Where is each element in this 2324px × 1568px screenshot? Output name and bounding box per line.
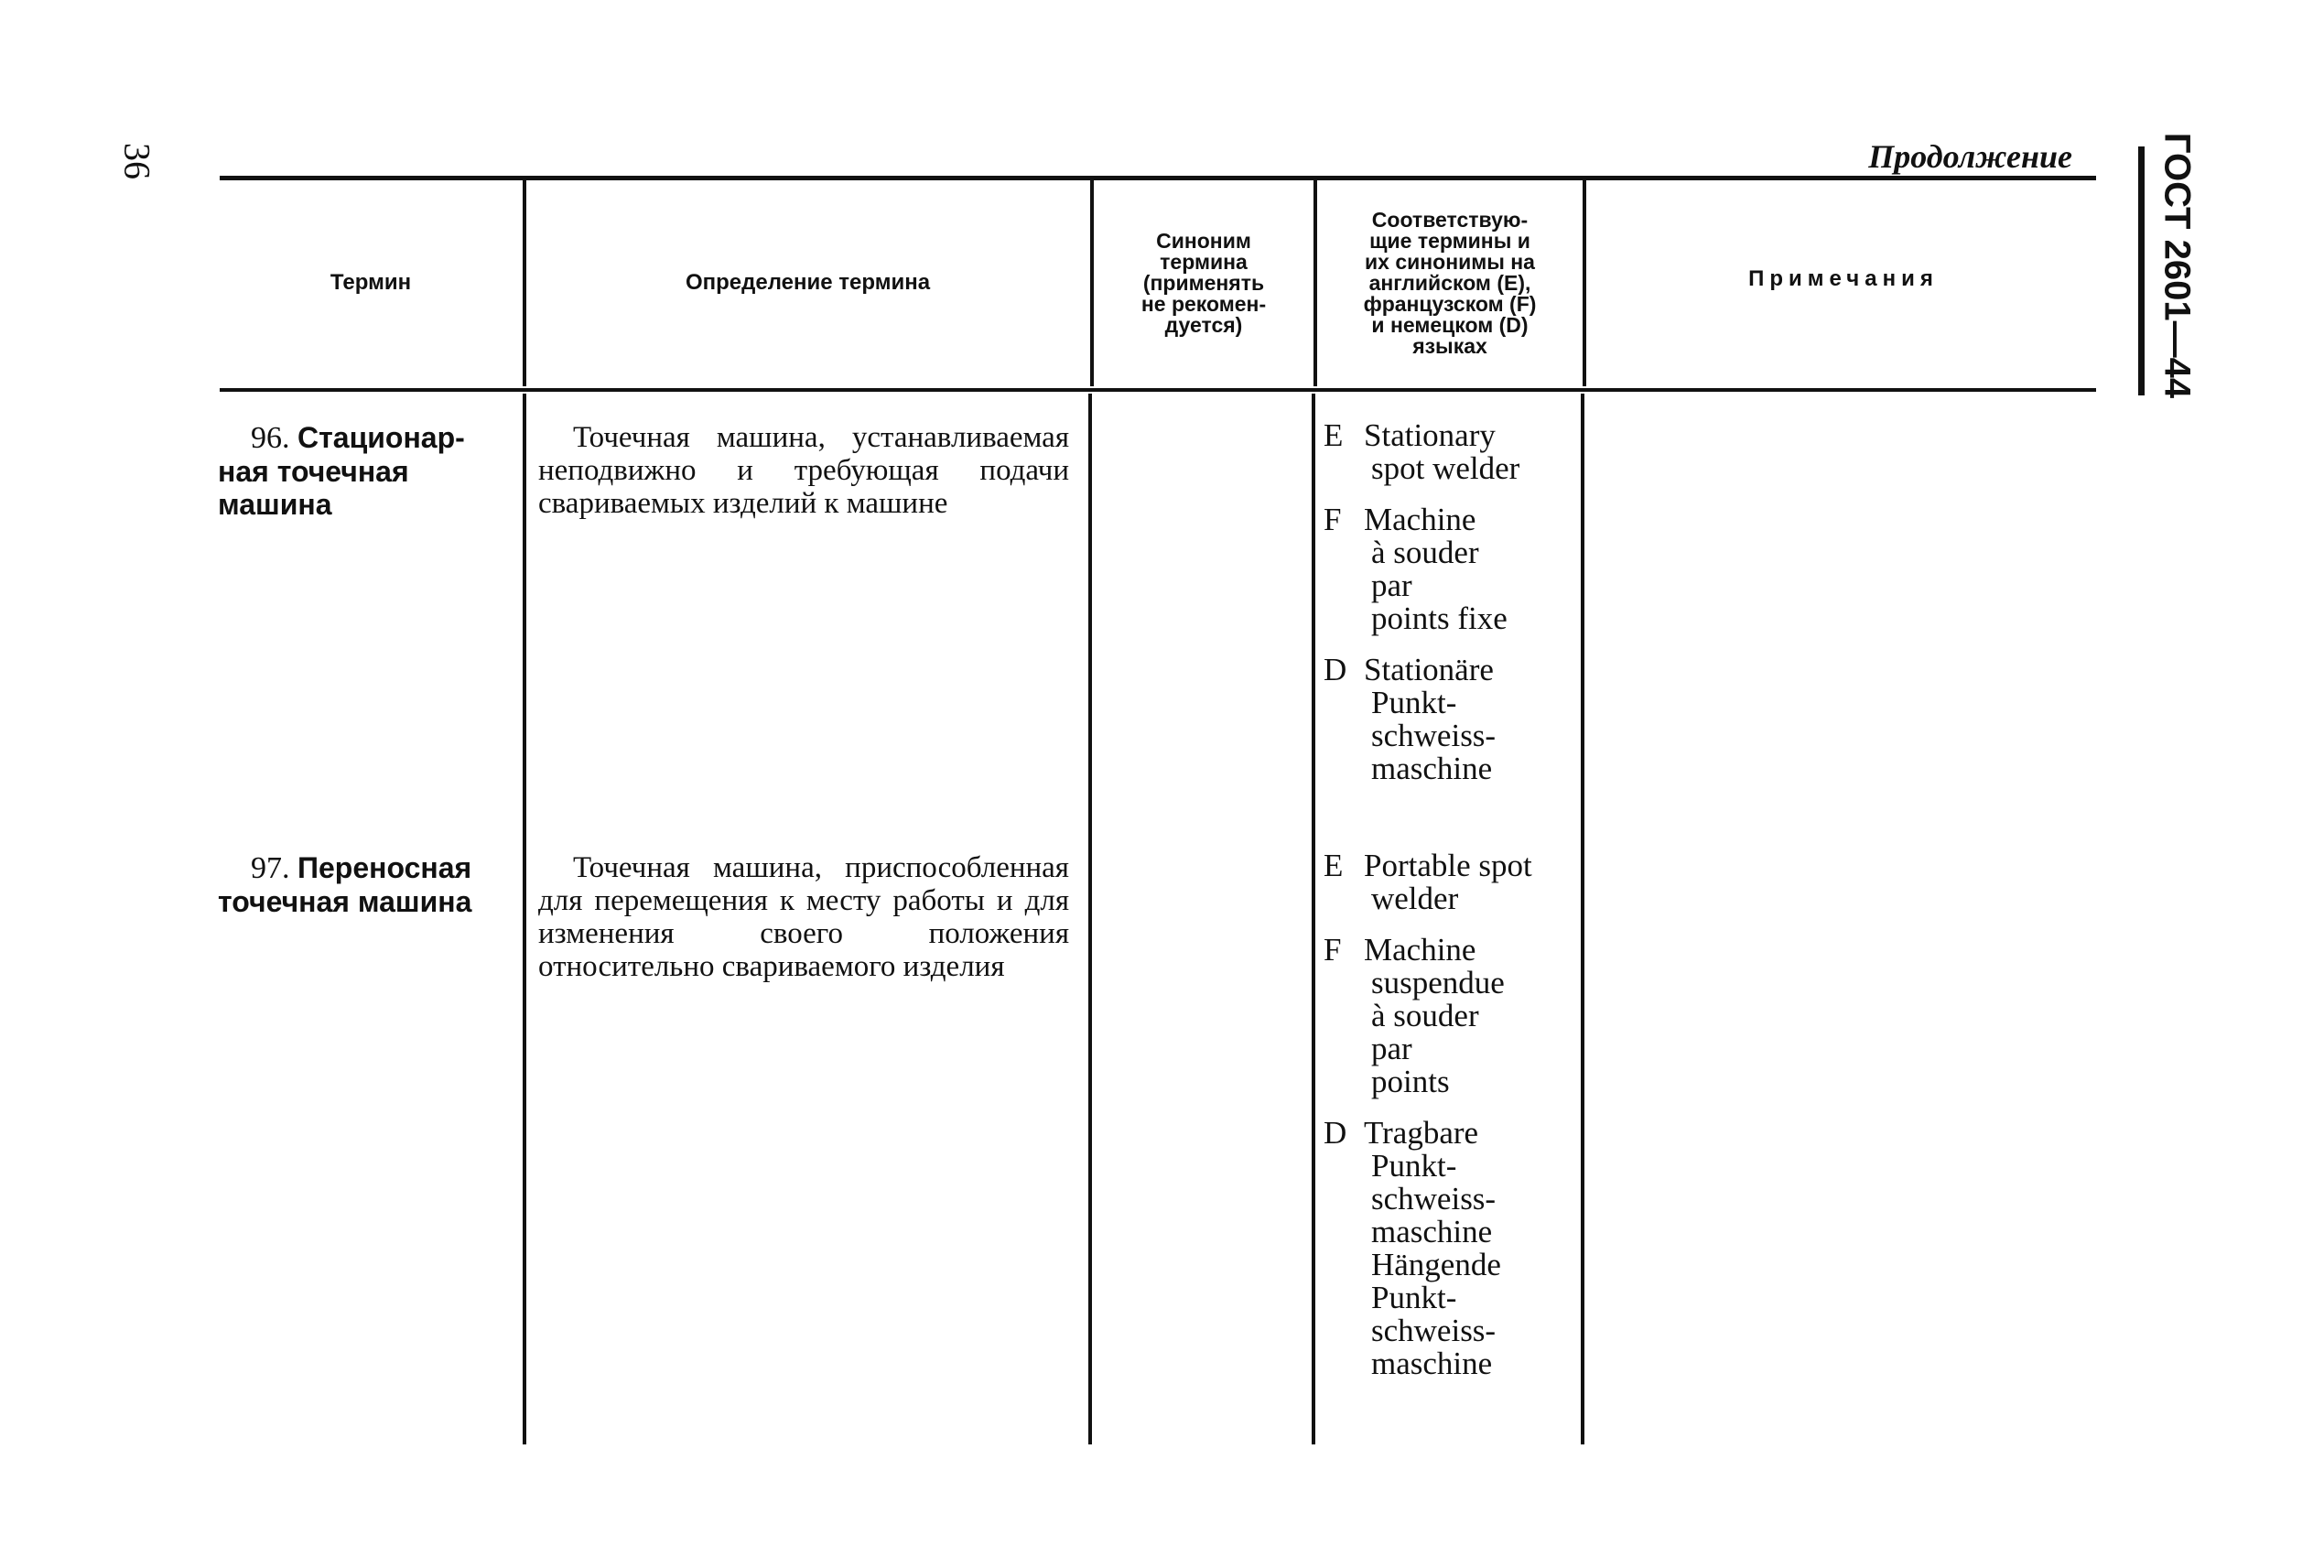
header-col-sep-2: [1090, 179, 1094, 386]
term-line: ная точечная: [218, 455, 409, 488]
equiv-entry-french: F Machine suspendue à souder par points: [1324, 932, 1505, 1099]
header-bottom-rule: [220, 388, 2096, 392]
term-96: [218, 421, 492, 521]
equiv-entry-german: D Tragbare Punkt- schweiss- maschine Hängende Punkt- schweiss- maschine: [1324, 1115, 1501, 1381]
body-col-sep-1: [523, 394, 526, 1444]
body-col-sep-2: [1088, 394, 1092, 1444]
gost-code: ГОСТ 2601—44: [2156, 132, 2198, 399]
header-equivalents: Соответствую- щие термины и их синонимы на английском (Е), французском (F) и немецком (D) языках: [1363, 207, 1537, 358]
gost-side-bar: [2138, 146, 2145, 395]
term-number: 96.: [251, 421, 290, 455]
term-number: 97.: [251, 851, 290, 885]
equivalents-97: [1324, 849, 1584, 1380]
equiv-entry-english: E Stationary spot welder: [1324, 417, 1520, 486]
body-col-sep-3: [1312, 394, 1315, 1444]
header-col-sep-1: [523, 179, 526, 386]
header-col-sep-4: [1583, 179, 1586, 386]
lang-code: F: [1324, 932, 1342, 968]
lang-code: D: [1324, 1115, 1347, 1151]
lang-code: D: [1324, 652, 1347, 687]
definition-96: Точечная машина, устанавливаемая неподвижно и требующая подачи свариваемых изделий к машине: [538, 421, 1069, 520]
definition-97: Точечная машина, приспособленная для перемещения к месту работы и для изменения своего положения относительно свариваемого изделия: [538, 851, 1069, 983]
header-definition: Определение термина: [685, 269, 931, 295]
equiv-entry-english: E Portable spot welder: [1324, 848, 1532, 916]
term-title: Стационар-: [297, 421, 465, 454]
equiv-entry-german: D Stationäre Punkt- schweiss- maschine: [1324, 652, 1497, 786]
page-number: 36: [116, 143, 158, 179]
term-line: машина: [218, 488, 332, 521]
header-col-sep-3: [1313, 179, 1317, 386]
lang-code: F: [1324, 502, 1342, 537]
continuation-label: Продолжение: [1868, 138, 2072, 175]
equivalents-96: [1324, 419, 1580, 785]
term-line: точечная машина: [218, 885, 472, 918]
term-97: [218, 851, 511, 918]
lang-code: E: [1324, 848, 1344, 883]
equiv-entry-french: F Machine à souder par points fixe: [1324, 502, 1508, 636]
term-title: Переносная: [297, 851, 472, 884]
header-notes: Примечания: [1748, 266, 1939, 291]
header-term: Термин: [330, 269, 412, 295]
header-synonym: Синоним термина (применять не рекомен- дуется): [1140, 228, 1267, 337]
lang-code: E: [1324, 417, 1344, 453]
